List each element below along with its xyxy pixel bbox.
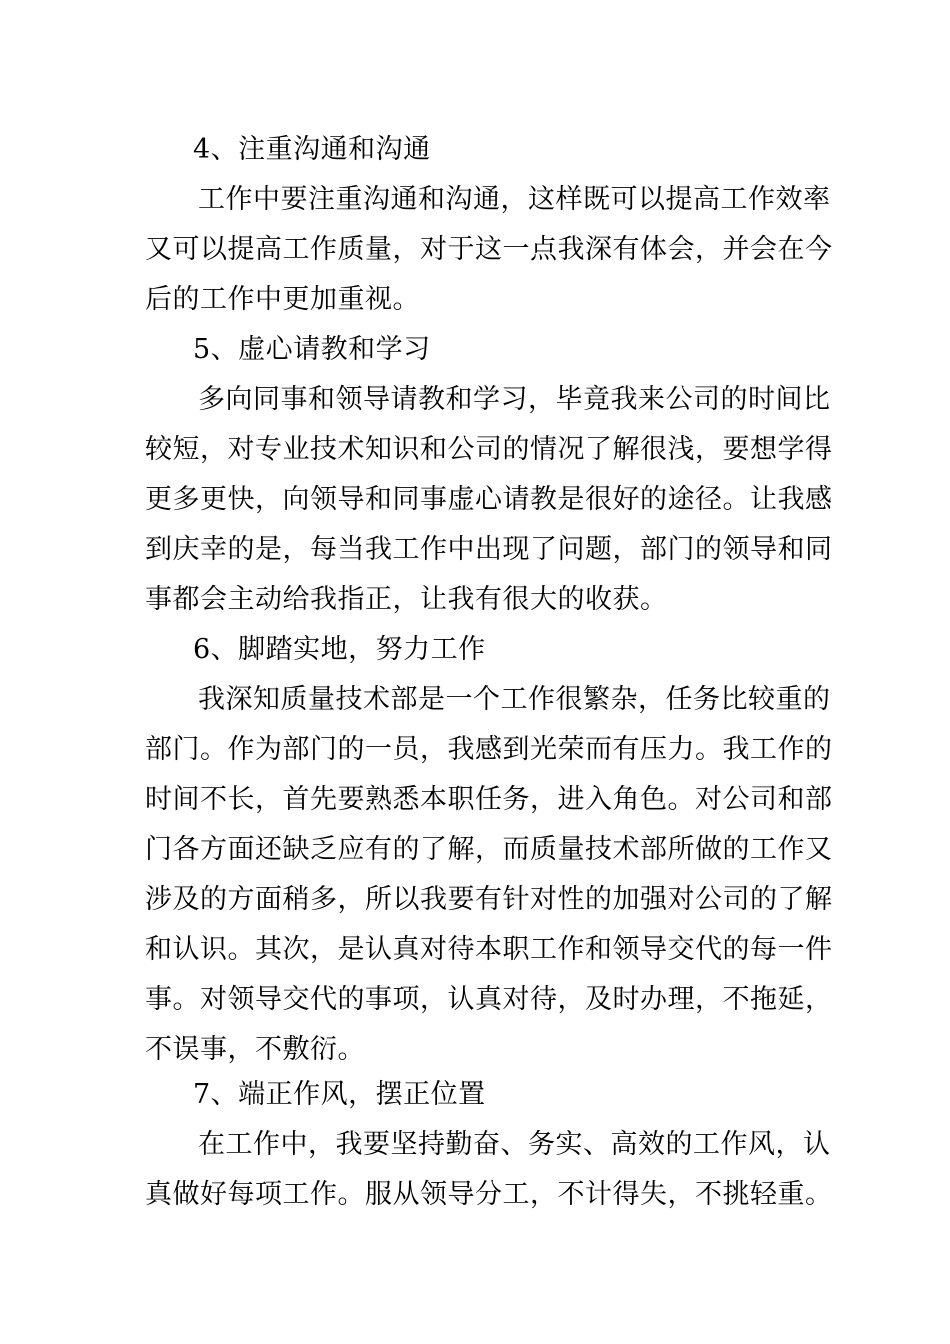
paragraph-line: 事。对领导交代的事项，认真对待，及时办理，不拖延， (145, 984, 833, 1015)
paragraph-line: 较短，对专业技术知识和公司的情况了解很浅，要想学得 (145, 434, 833, 465)
paragraph-line: 又可以提高工作质量，对于这一点我深有体会，并会在今 (145, 234, 833, 265)
paragraph-line: 涉及的方面稍多，所以我要有针对性的加强对公司的了解 (145, 884, 833, 915)
paragraph-line: 到庆幸的是，每当我工作中出现了问题，部门的领导和同 (145, 534, 833, 565)
section-heading-5: 5、虚心请教和学习 (193, 334, 431, 365)
paragraph-line: 门各方面还缺乏应有的了解，而质量技术部所做的工作又 (145, 834, 833, 865)
paragraph-line: 后的工作中更加重视。 (145, 284, 420, 315)
paragraph-line: 时间不长，首先要熟悉本职任务，进入角色。对公司和部 (145, 784, 833, 815)
paragraph-line: 不误事，不敷衍。 (145, 1034, 365, 1065)
paragraph-line: 在工作中，我要坚持勤奋、务实、高效的工作风，认 (198, 1129, 831, 1160)
paragraph-line: 工作中要注重沟通和沟通，这样既可以提高工作效率 (198, 184, 831, 215)
paragraph-line: 事都会主动给我指正，让我有很大的收获。 (145, 584, 668, 615)
paragraph-line: 部门。作为部门的一员，我感到光荣而有压力。我工作的 (145, 734, 833, 765)
paragraph-line: 我深知质量技术部是一个工作很繁杂，任务比较重的 (198, 684, 831, 715)
section-heading-7: 7、端正作风，摆正位置 (193, 1079, 486, 1110)
section-heading-4: 4、注重沟通和沟通 (193, 134, 431, 165)
paragraph-line: 多向同事和领导请教和学习，毕竟我来公司的时间比 (198, 384, 831, 415)
paragraph-line: 和认识。其次，是认真对待本职工作和领导交代的每一件 (145, 934, 833, 965)
paragraph-line: 真做好每项工作。服从领导分工，不计得失，不挑轻重。 (145, 1179, 833, 1210)
section-heading-6: 6、脚踏实地，努力工作 (193, 634, 486, 665)
paragraph-line: 更多更快，向领导和同事虚心请教是很好的途径。让我感 (145, 484, 833, 515)
